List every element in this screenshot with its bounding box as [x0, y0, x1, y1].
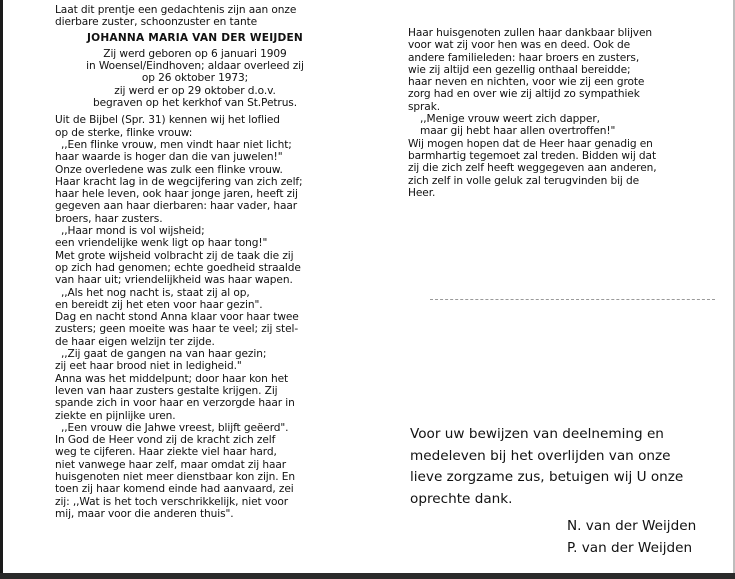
- quote-line: zij eet haar brood niet in ledigheid.": [55, 360, 242, 373]
- body-line: gegeven aan haar dierbaren: haar vader, haar: [55, 200, 298, 213]
- thanks-line: medeleven bij het overlijden van onze: [410, 447, 671, 464]
- right-column: [408, 27, 723, 199]
- body-line: mij, maar voor die anderen thuis".: [55, 507, 234, 520]
- dates-line: Zij werd geboren op 6 januari 1909: [103, 47, 287, 60]
- body-line: Wij mogen hopen dat de Heer haar genadig en: [408, 137, 653, 150]
- dates-line: in Woensel/Eindhoven; aldaar overleed zij: [86, 60, 304, 73]
- body-line: Haar kracht lag in de wegcijfering van zich zelf;: [55, 175, 303, 188]
- intro-block: [55, 4, 335, 29]
- intro-line: dierbare zuster, schoonzuster en tante: [55, 16, 258, 29]
- dates-line: begraven op het kerkhof van St.Petrus.: [93, 97, 297, 110]
- body-line: sprak.: [408, 100, 440, 113]
- thanks-line: oprechte dank.: [410, 490, 513, 507]
- body-line: op zich had genomen; echte goedheid straalde: [55, 261, 301, 274]
- body-line: zorg had en over wie zij altijd zo sympathiek: [408, 88, 640, 101]
- body-line: Onze overledene was zulk een flinke vrouw.: [55, 163, 283, 176]
- body-line: In God de Heer vond zij de kracht zich zelf: [55, 434, 276, 447]
- quote-line: een vriendelijke wenk ligt op haar tong!": [55, 237, 268, 250]
- quote-line: ,,Menige vrouw weert zich dapper,: [420, 113, 600, 126]
- body-line: wie zij altijd een gezellig onthaal bereidde;: [408, 63, 631, 76]
- body-line: zich zelf in volle geluk zal terugvinden bij de: [408, 174, 640, 187]
- thanks-line: Voor uw bewijzen van deelneming en: [410, 426, 664, 442]
- scan-edge-bottom: [0, 573, 735, 579]
- quote-line: haar waarde is hoger dan die van juwelen!": [55, 151, 283, 164]
- thanks-block: [410, 424, 720, 510]
- body-line: spande zich in voor haar en verzorgde haar in: [55, 397, 295, 410]
- signature-name: N. van der Weijden: [567, 518, 697, 534]
- signatures-block: [567, 516, 727, 559]
- body-line: niet vanwege haar zelf, maar omdat zij haar: [55, 458, 287, 471]
- body-line: barmhartig tegemoet zal treden. Bidden wij dat: [408, 149, 657, 162]
- body-line: zusters; geen moeite was haar te veel; zij stel-: [55, 323, 299, 336]
- quote-line: ,,Een vrouw die Jahwe vreest, blijft geëerd".: [61, 421, 289, 434]
- body-line: Anna was het middelpunt; door haar kon het: [55, 372, 289, 385]
- deceased-name: JOHANNA MARIA VAN DER WEIJDEN: [87, 31, 303, 44]
- quote-line: ,,Zij gaat de gangen na van haar gezin;: [61, 348, 267, 361]
- body-line: andere familieleden: haar broers en zusters,: [408, 51, 640, 64]
- left-column: [55, 4, 335, 520]
- body-line: haar hele leven, ook haar jonge jaren, heeft zij: [55, 188, 298, 201]
- body-line: op de sterke, flinke vrouw:: [55, 126, 193, 139]
- body-line: huisgenoten niet meer dienstbaar kon zijn. En: [55, 470, 295, 483]
- body-line: zij die zich zelf heeft weggegeven aan anderen,: [408, 162, 657, 175]
- body-line: Heer.: [408, 186, 436, 199]
- dates-line: op 26 oktober 1973;: [141, 72, 249, 85]
- thanks-line: lieve zorgzame zus, betuigen wij U onze: [410, 469, 684, 486]
- body-line: ziekte en pijnlijke uren.: [55, 409, 176, 422]
- quote-line: ,,Een flinke vrouw, men vindt haar niet licht;: [61, 138, 292, 151]
- quote-line: maar gij hebt haar allen overtroffen!": [420, 125, 616, 138]
- quote-line: ,,Haar mond is vol wijsheid;: [61, 225, 205, 238]
- dates-line: zij werd er op 29 oktober d.o.v.: [114, 84, 276, 97]
- quote-line: en bereidt zij het eten voor haar gezin".: [55, 298, 263, 311]
- signature-name: P. van der Weijden: [567, 539, 693, 556]
- body-line: Dag en nacht stond Anna klaar voor haar twee: [55, 311, 299, 324]
- body-line: leven van haar zusters gestalte krijgen. Zij: [55, 384, 278, 397]
- body-line: toen zij haar komend einde had aanvaard, zei: [55, 483, 294, 496]
- section-divider: [430, 299, 715, 300]
- body-line: Uit de Bijbel (Spr. 31) kennen wij het loflied: [55, 114, 280, 127]
- body-line: haar neven en nichten, voor wie zij een grote: [408, 76, 645, 89]
- scan-edge-left: [0, 0, 3, 579]
- quote-line: ,,Als het nog nacht is, staat zij al op,: [61, 286, 250, 299]
- body-line: broers, haar zusters.: [55, 212, 163, 225]
- body-line: Haar huisgenoten zullen haar dankbaar blijven: [408, 27, 652, 39]
- body-line: weg te cijferen. Haar ziekte viel haar hard,: [55, 446, 277, 459]
- memorial-body: [55, 114, 335, 520]
- body-line: van haar uit; vriendelijkheid was haar wapen.: [55, 274, 293, 287]
- body-line: de haar eigen welzijn ter zijde.: [55, 335, 215, 348]
- body-line: zij: ,,Wat is het toch verschrikkelijk, niet voor: [55, 495, 289, 508]
- body-line: Met grote wijsheid volbracht zij de taak die zij: [55, 249, 294, 262]
- body-line: voor wat zij voor hen was en deed. Ook de: [408, 39, 631, 52]
- intro-line: Laat dit prentje een gedachtenis zijn aan onze: [55, 4, 297, 16]
- dates-block: [55, 48, 335, 109]
